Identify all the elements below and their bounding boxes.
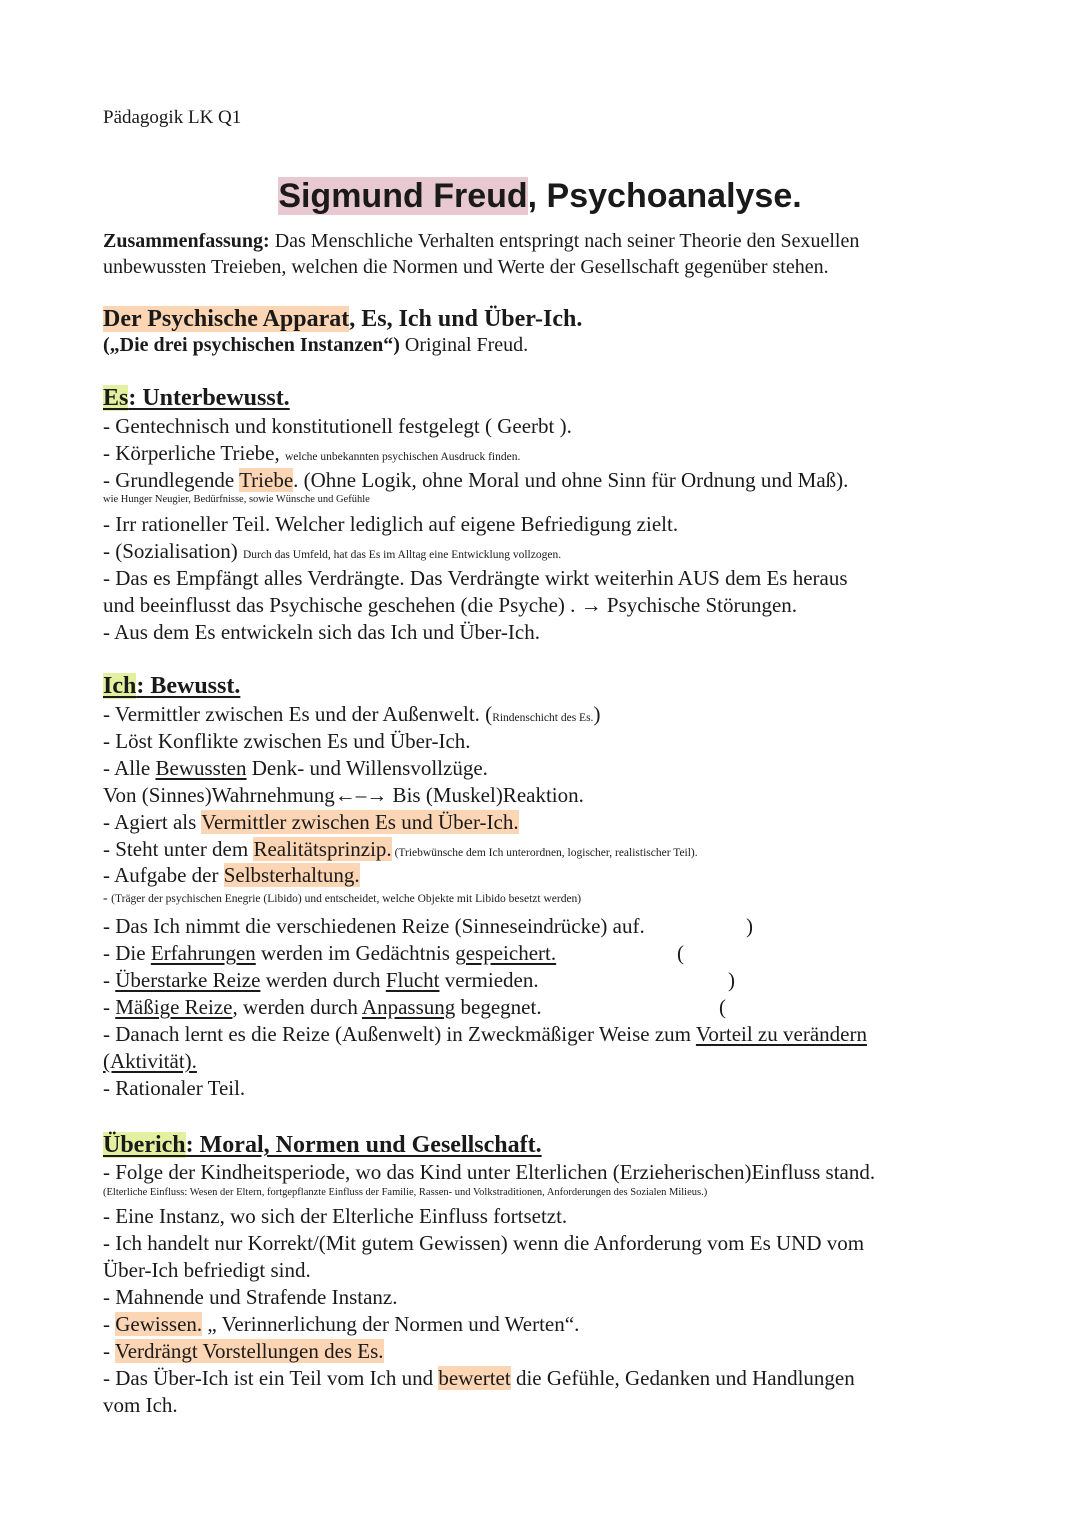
apparatus-heading: Der Psychische Apparat, Es, Ich und Über-Ich. bbox=[103, 306, 583, 332]
ueberich-line-8: - Das Über-Ich ist ein Teil vom Ich und bewertet die Gefühle, Gedanken und Handlungen bbox=[103, 1366, 855, 1390]
ich-line-1: - Vermittler zwischen Es und der Außenwelt. (Rindenschicht des Es.) bbox=[103, 702, 601, 726]
summary-label: Zusammenfassung: bbox=[103, 230, 270, 252]
ueberich-line-1-note: (Elterliche Einfluss: Wesen der Eltern, fortgepflanzte Einfluss der Familie, Rassen- und Volkstraditionen, Anforderungen des Sozialen Milieus.) bbox=[103, 1187, 708, 1198]
ich-line-14: (Aktivität). bbox=[103, 1049, 197, 1073]
title-name: Sigmund Freud bbox=[278, 177, 528, 215]
ueberich-line-3: - Ich handelt nur Korrekt/(Mit gutem Gewissen) wenn die Anforderung vom Es UND vom bbox=[103, 1231, 865, 1255]
ueberich-line-7: - Verdrängt Vorstellungen des Es. bbox=[103, 1339, 384, 1363]
ich-line-9-paren: ) bbox=[746, 914, 753, 938]
ich-line-4: Von (Sinnes)Wahrnehmung←–→ Bis (Muskel)Reaktion. bbox=[103, 783, 584, 807]
summary-line-1: Zusammenfassung: Das Menschliche Verhalten entspringt nach seiner Theorie den Sexuellen bbox=[103, 230, 860, 252]
es-line-6: - Das es Empfängt alles Verdrängte. Das Verdrängte wirkt weiterhin AUS dem Es heraus bbox=[103, 566, 848, 590]
ich-line-5: - Agiert als Vermittler zwischen Es und Über-Ich. bbox=[103, 810, 519, 834]
ich-line-11: - Überstarke Reize werden durch Flucht vermieden. bbox=[103, 968, 539, 992]
apparatus-subheading: („Die drei psychischen Instanzen“) Original Freud. bbox=[103, 334, 529, 356]
ich-line-15: - Rationaler Teil. bbox=[103, 1076, 246, 1100]
ich-line-10: - Die Erfahrungen werden im Gedächtnis gespeichert. bbox=[103, 941, 557, 965]
ueberich-heading: Überich: Moral, Normen und Gesellschaft. bbox=[103, 1132, 542, 1158]
ich-line-2: - Löst Konflikte zwischen Es und Über-Ich. bbox=[103, 729, 471, 753]
ich-line-8: - (Träger der psychischen Enegrie (Libido) und entscheidet, welche Objekte mit Libido besetzt werden) bbox=[103, 891, 582, 906]
ueberich-line-1: - Folge der Kindheitsperiode, wo das Kind unter Elterlichen (Erzieherischen)Einfluss stand. bbox=[103, 1160, 876, 1184]
ich-heading: Ich: Bewusst. bbox=[103, 673, 241, 699]
ich-line-9: - Das Ich nimmt die verschiedenen Reize (Sinneseindrücke) auf. bbox=[103, 914, 645, 938]
es-line-1: - Gentechnisch und konstitutionell festgelegt ( Geerbt ). bbox=[103, 414, 572, 438]
ich-line-12-paren: ( bbox=[719, 995, 726, 1019]
es-line-3-note: wie Hunger Neugier, Bedürfnisse, sowie Wünsche und Gefühle bbox=[103, 494, 370, 505]
es-line-8: - Aus dem Es entwickeln sich das Ich und Über-Ich. bbox=[103, 620, 540, 644]
es-line-7: und beeinflusst das Psychische geschehen (die Psyche) . → Psychische Störungen. bbox=[103, 593, 798, 617]
ueberich-line-9: vom Ich. bbox=[103, 1393, 178, 1417]
es-line-2: - Körperliche Triebe, welche unbekannten psychischen Ausdruck finden. bbox=[103, 441, 521, 465]
ich-line-7: - Aufgabe der Selbsterhaltung. bbox=[103, 863, 360, 887]
title-rest: , Psychoanalyse. bbox=[527, 177, 802, 215]
ueberich-line-5: - Mahnende und Strafende Instanz. bbox=[103, 1285, 398, 1309]
ich-line-11-paren: ) bbox=[728, 968, 735, 992]
ueberich-line-4: Über-Ich befriedigt sind. bbox=[103, 1258, 311, 1282]
es-line-5: - (Sozialisation) Durch das Umfeld, hat das Es im Alltag eine Entwicklung vollzogen. bbox=[103, 539, 562, 563]
course-label: Pädagogik LK Q1 bbox=[103, 107, 242, 128]
ueberich-line-2: - Eine Instanz, wo sich der Elterliche Einfluss fortsetzt. bbox=[103, 1204, 568, 1228]
es-line-3: - Grundlegende Triebe. (Ohne Logik, ohne Moral und ohne Sinn für Ordnung und Maß). bbox=[103, 468, 849, 492]
ueberich-line-6: - Gewissen. „ Verinnerlichung der Normen und Werten“. bbox=[103, 1312, 580, 1336]
ich-line-10-paren: ( bbox=[677, 941, 684, 965]
es-heading: Es: Unterbewusst. bbox=[103, 385, 290, 411]
ich-line-12: - Mäßige Reize, werden durch Anpassung begegnet. bbox=[103, 995, 542, 1019]
summary-line-2: unbewussten Treieben, welchen die Normen und Werte der Gesellschaft gegenüber stehen. bbox=[103, 256, 829, 278]
ich-line-13: - Danach lernt es die Reize (Außenwelt) in Zweckmäßiger Weise zum Vorteil zu verändern bbox=[103, 1022, 867, 1046]
ich-line-3: - Alle Bewussten Denk- und Willensvollzüge. bbox=[103, 756, 488, 780]
ich-line-6: - Steht unter dem Realitätsprinzip. (Triebwünsche dem Ich unterordnen, logischer, realistischer Teil). bbox=[103, 837, 698, 861]
page-title bbox=[0, 175, 1080, 217]
es-line-4: - Irr rationeller Teil. Welcher lediglich auf eigene Befriedigung zielt. bbox=[103, 512, 679, 536]
